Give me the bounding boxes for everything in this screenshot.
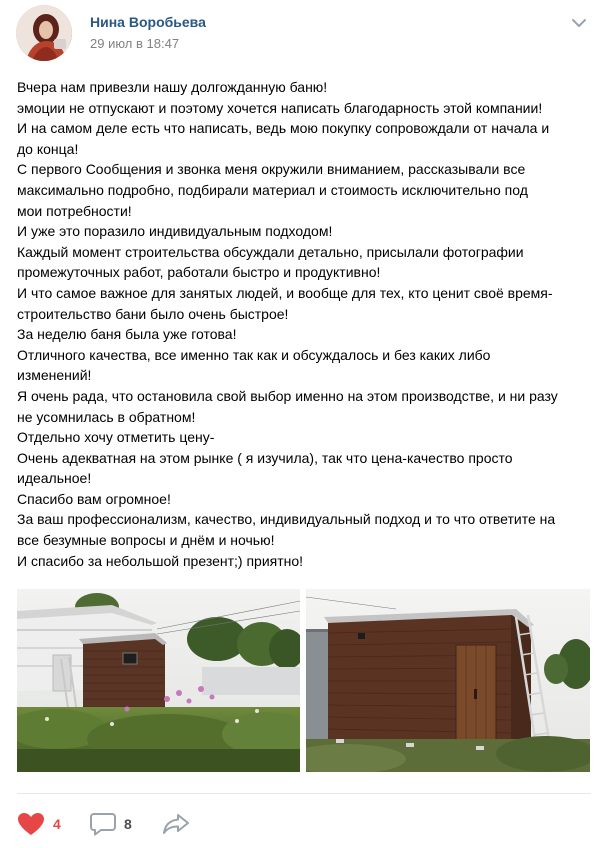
like-count: 4 bbox=[53, 816, 61, 832]
actions-divider bbox=[17, 793, 591, 794]
like-button[interactable] bbox=[17, 806, 61, 842]
post-date[interactable]: 29 июл в 18:47 bbox=[90, 36, 180, 51]
post-text: Вчера нам привезли нашу долгожданную баню! эмоции не отпускают и поэтому хочется написать благодарность этой компании! И на самом деле есть что написать, ведь мою покупку сопровождали от начала и до конца! С первого Сообщения и звонка меня окружили вниманием, рассказывали все максимально подробно, подбирали материал и стоимость исключительно под мои потребности! И уже это поразило индивидуальным подходом! Каждый момент строительства обсуждали детально, присылали фотографии промежуточных работ, работали быстро и продуктивно! И что самое важное для занятых людей, и вообще для тех, кто ценит своё время- строительство бани было очень быстрое! За неделю баня была уже готова! Отличного качества, все именно так как и обсуждалось и без каких либо изменений! Я очень рада, что остановила свой выбор именно на этом производстве, и ни разу не усомнилась в обратном! Отдельно хочу отметить цену- Очень адекватная на этом рынке ( я изучила), так что цена-качество просто идеальное! Спасибо вам огромное! За ваш профессионализм, качество, индивидуальный подход и то что ответите на все безумные вопросы и днём и ночью! И спасибо за небольшой презент;) приятно! bbox=[17, 79, 558, 569]
heart-icon bbox=[17, 812, 45, 836]
avatar[interactable] bbox=[16, 5, 72, 61]
post-photo-1[interactable] bbox=[17, 589, 300, 772]
share-button[interactable] bbox=[162, 806, 190, 842]
post-header bbox=[0, 0, 603, 70]
avatar-photo bbox=[16, 5, 72, 61]
chevron-down-icon[interactable] bbox=[570, 16, 588, 30]
comment-bubble-icon bbox=[90, 812, 116, 836]
post-actions bbox=[0, 806, 603, 842]
post-photo-2[interactable] bbox=[306, 589, 590, 772]
share-arrow-icon bbox=[162, 812, 190, 836]
author-name[interactable]: Нина Воробьева bbox=[90, 14, 206, 30]
comment-button[interactable] bbox=[90, 806, 132, 842]
comment-count: 8 bbox=[124, 816, 132, 832]
